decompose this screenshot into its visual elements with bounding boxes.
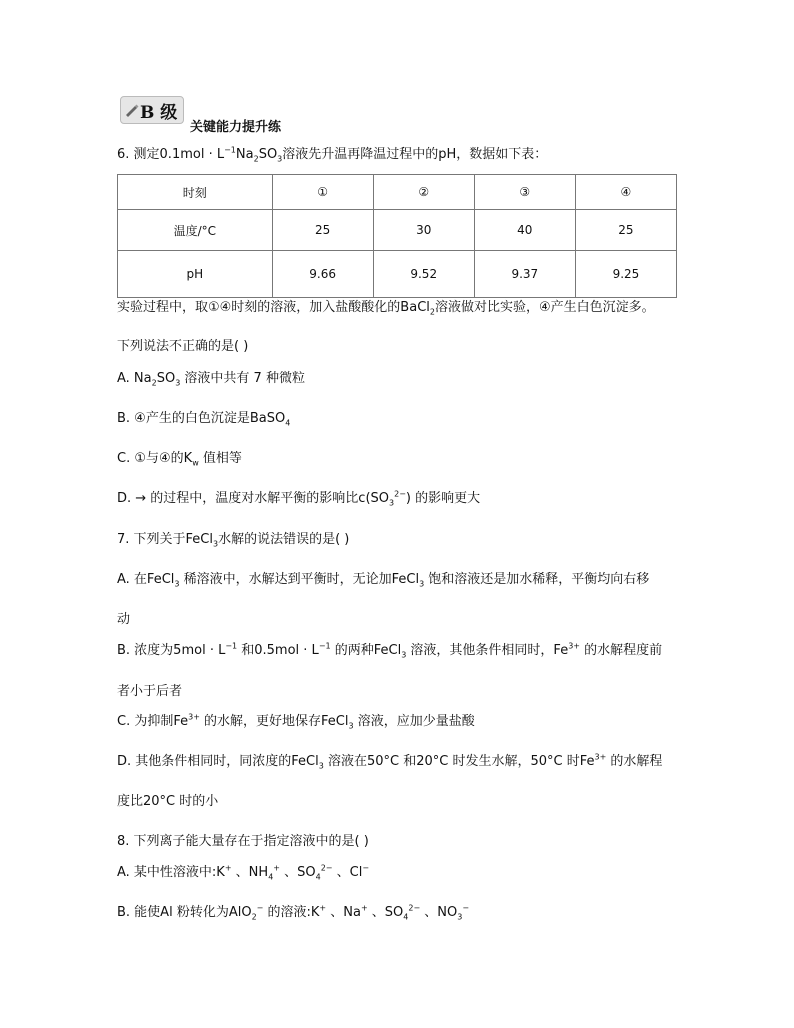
table-cell: 9.66 [272,251,373,298]
table-cell: 9.37 [474,251,575,298]
table-cell: ② [373,175,474,210]
q7-option-b: B. 浓度为$5mol \cdot L^{-1}$ 和$0.5mol \cdot L^{-1}$ 的两种FeCl$_3$ 溶液，其他条件相同时，$Fe^{3+}$ 的水解程度前 [117,641,663,660]
q6-stem: 6. 测定$0.1mol \cdot L^{-1}Na_2SO_3$溶液先升温再降温过程中的pH，数据如下表： [117,145,548,164]
table-cell: ④ [575,175,676,210]
q7-option-a-cont: 动 [117,612,131,627]
q6-ask: 下列说法不正确的是( ) [117,339,249,354]
table-cell: ③ [474,175,575,210]
table-cell: 25 [575,210,676,251]
table-cell: ① [272,175,373,210]
q7-option-d: D. 其他条件相同时，同浓度的FeCl$_3$ 溶液在50°C 和20°C 时发生水解，50°C 时$Fe^{3+}$ 的水解程 [117,752,663,771]
q8-stem: 8. 下列离子能大量存在于指定溶液中的是( ) [117,834,369,849]
q6-data-table [117,174,677,298]
q7-stem: 7. 下列关于FeCl$_3$水解的说法错误的是( ) [117,532,350,549]
table-cell: pH [118,251,273,298]
q7-option-a: A. 在FeCl$_3$ 稀溶液中，水解达到平衡时，无论加FeCl$_3$ 饱和溶液还是加水稀释，平衡均向右移 [117,572,650,589]
q8-option-a: A. 某中性溶液中:K+ 、$NH_4^+$ 、$SO_4^{2-}$ 、Cl− [117,863,370,882]
table-row [118,210,677,251]
q8-option-b: B. 能使Al 粉转化为AlO$_2$− 的溶液:K+ 、Na+ 、$SO_4^{2-}$ 、$NO_3^-$ [117,903,470,922]
badge-label: B 级 [140,103,178,123]
table-cell: 25 [272,210,373,251]
q7-option-d-cont: 度比20°C 时的小 [117,794,219,809]
q6-option-a: A. $Na_2SO_3$ 溶液中共有 7 种微粒 [117,371,305,388]
table-cell: 9.52 [373,251,474,298]
table-header-row [118,175,677,210]
section-title: 关键能力提升练 [190,120,282,135]
q7-option-c: C. 为抑制$Fe^{3+}$ 的水解，更好地保存FeCl$_3$ 溶液，应加少量盐酸 [117,712,475,731]
table-cell: 9.25 [575,251,676,298]
pencil-icon [124,102,140,118]
q7-option-b-cont: 者小于后者 [117,684,183,699]
q6-option-d: D. → 的过程中，温度对水解平衡的影响比$c(SO_3^{2-})$ 的影响更大 [117,489,481,508]
q6-option-c: C. ①与④的$K_w$ 值相等 [117,451,242,468]
table-row [118,251,677,298]
table-cell: 时刻 [118,175,273,210]
table-cell: 温度/°C [118,210,273,251]
table-cell: 40 [474,210,575,251]
level-badge [120,96,184,126]
table-cell: 30 [373,210,474,251]
q6-option-b: B. ④产生的白色沉淀是BaSO$_4$ [117,411,291,428]
q6-note: 实验过程中，取①④时刻的溶液，加入盐酸酸化的BaCl$_2$溶液做对比实验，④产生白色沉淀多。 [117,300,655,317]
